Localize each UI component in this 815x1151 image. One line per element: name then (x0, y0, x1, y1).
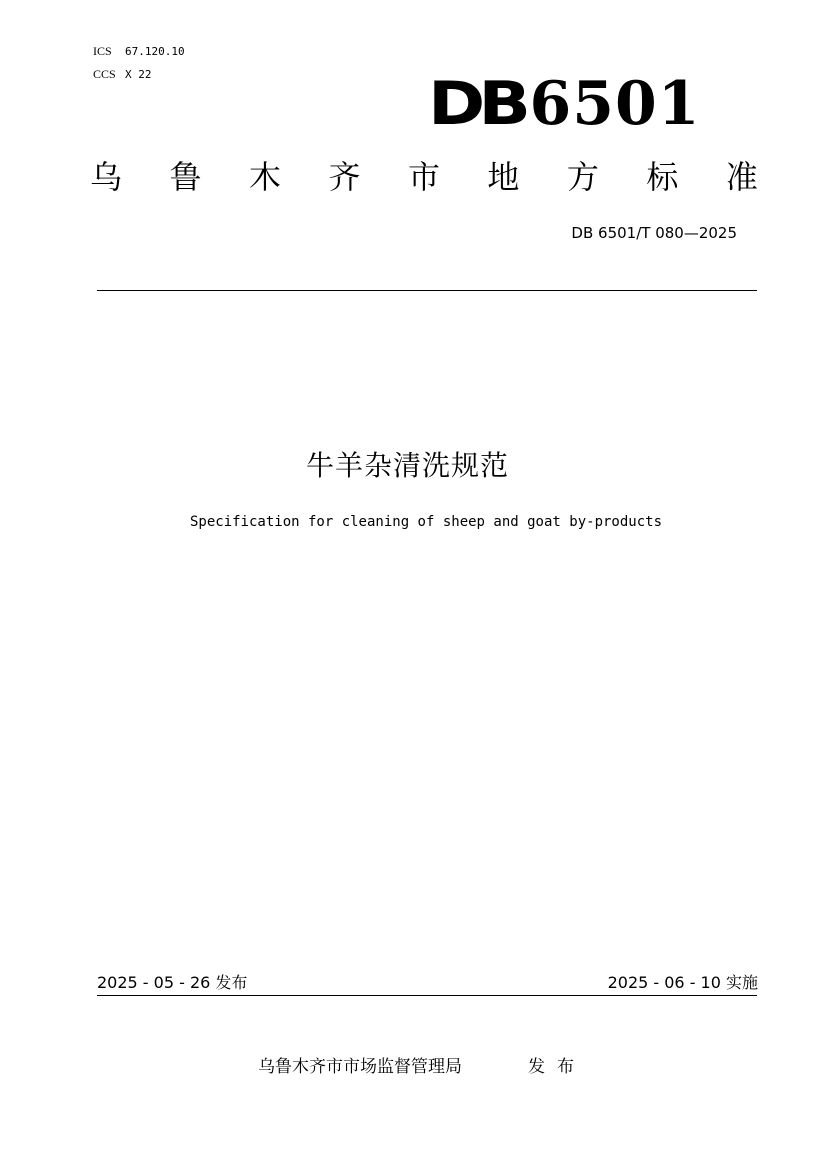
issue-label: 发布 (528, 1057, 586, 1077)
ccs-label: CCS (93, 67, 116, 81)
document-title-en: Specification for cleaning of sheep and goat by-products (189, 514, 662, 530)
heading-char: 市 (407, 158, 440, 196)
logo-db-text: DB (428, 69, 525, 139)
top-divider (97, 290, 757, 291)
ics-label: ICS (93, 44, 112, 58)
heading-char: 标 (646, 158, 679, 196)
issuing-authority: 乌鲁木齐市市场监督管理局 (258, 1057, 462, 1077)
document-title-cn: 牛羊杂清洗规范 (305, 449, 509, 482)
db-logo (428, 62, 701, 139)
heading-char: 鲁 (169, 158, 202, 196)
logo-number: 6501 (529, 69, 701, 139)
heading-char: 木 (248, 158, 281, 196)
heading-char: 地 (487, 158, 520, 196)
standard-type-heading (90, 155, 758, 199)
heading-char: 齐 (328, 158, 361, 196)
standard-number: DB 6501/T 080—2025 (571, 224, 737, 242)
heading-char: 乌 (90, 158, 123, 196)
issue-date: 2025 - 05 - 26 发布 (97, 973, 248, 992)
ics-line (93, 40, 185, 63)
implement-date: 2025 - 06 - 10 实施 (607, 973, 758, 992)
ccs-value: X 22 (125, 68, 152, 81)
classification-block (93, 40, 185, 86)
heading-char: 方 (566, 158, 599, 196)
heading-char: 准 (725, 158, 758, 196)
bottom-divider (97, 995, 757, 996)
ccs-line (93, 63, 185, 86)
ics-value: 67.120.10 (125, 45, 185, 58)
